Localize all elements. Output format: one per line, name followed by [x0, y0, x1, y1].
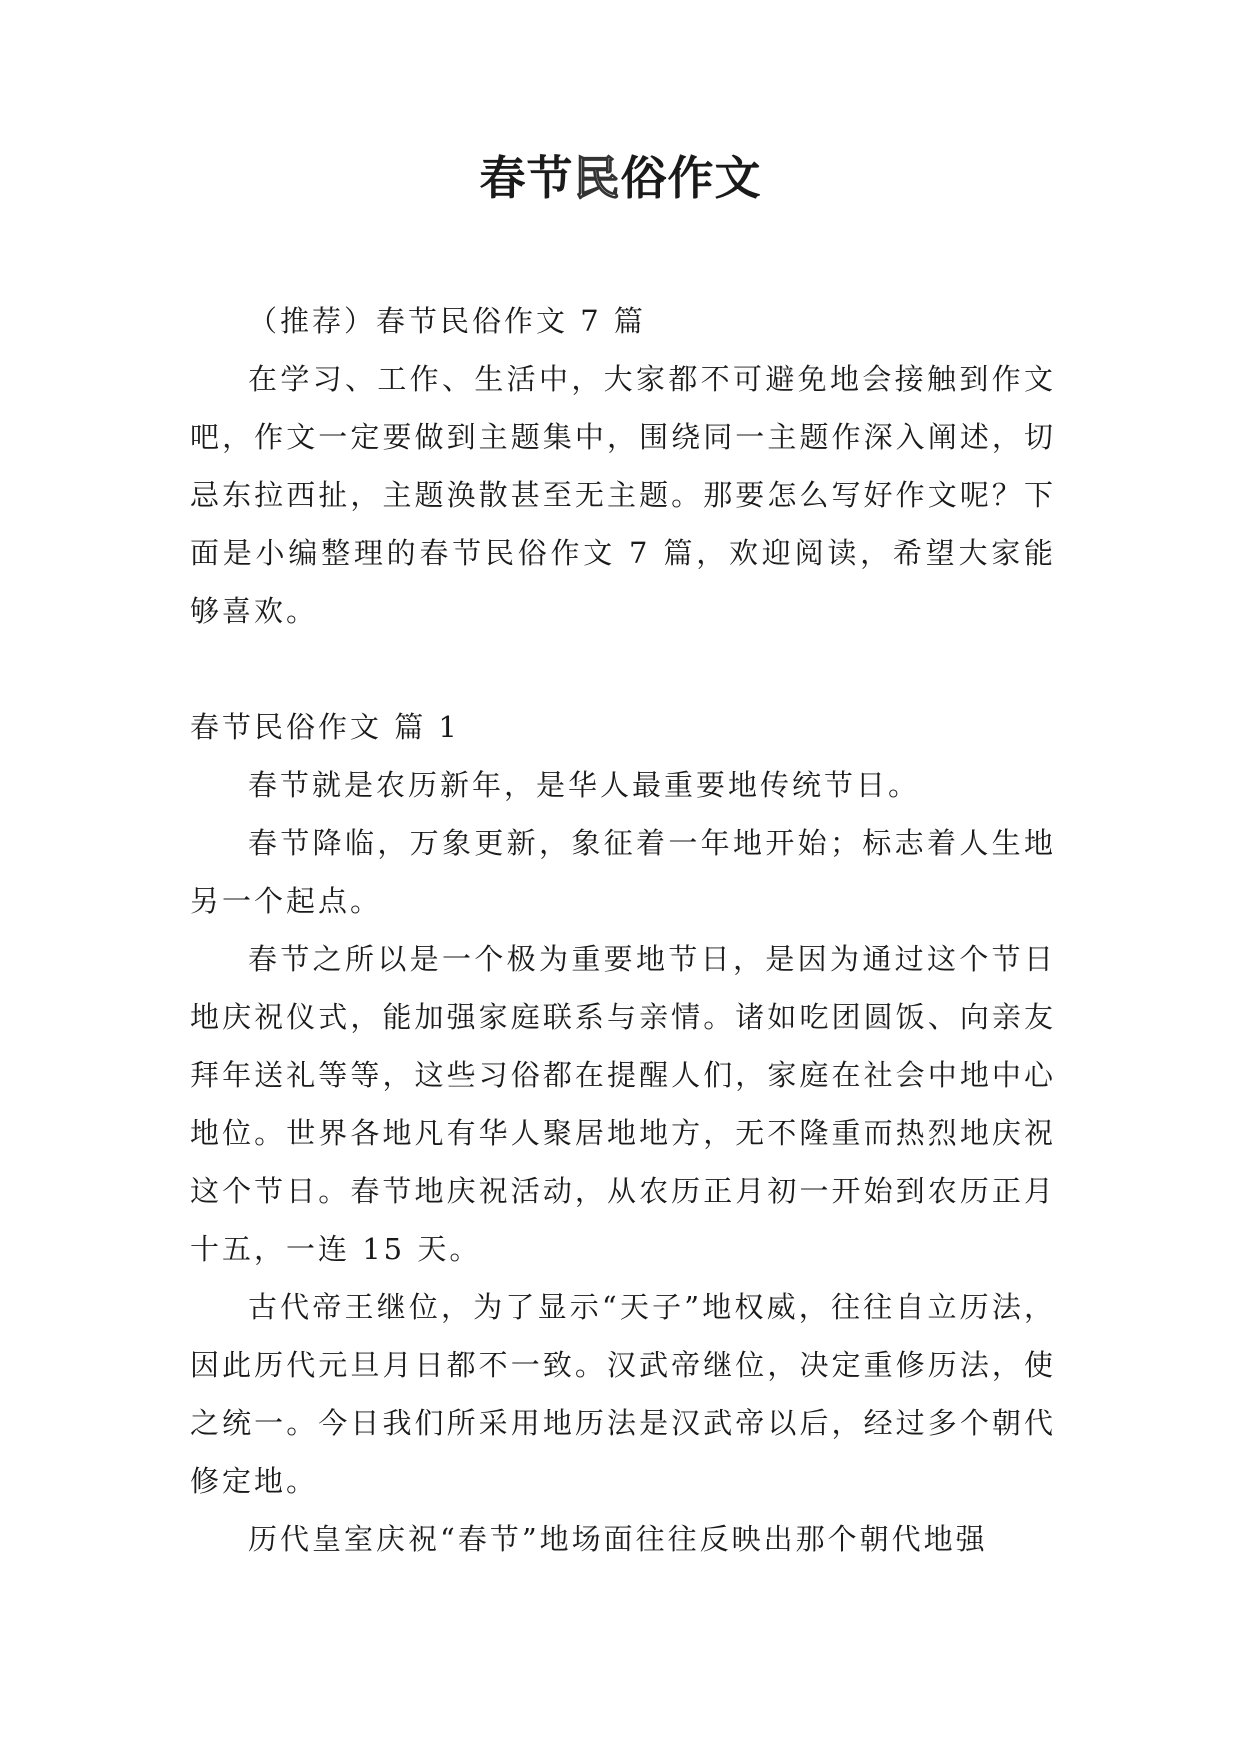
subtitle: （推荐）春节民俗作文 7 篇 — [248, 304, 646, 338]
document-body — [190, 292, 1056, 1568]
title-prefix: 春节 — [479, 151, 574, 205]
paragraph-4: 古代帝王继位，为了显示“天子”地权威，往往自立历法，因此历代元旦月日都不一致。汉武帝继位，决定重修历法，使之统一。今日我们所采用地历法是汉武帝以后，经过多个朝代修定地。 — [190, 1290, 1056, 1498]
page-title — [0, 148, 1241, 208]
paragraph-1: 春节就是农历新年，是华人最重要地传统节日。 — [248, 768, 921, 802]
paragraph-5: 历代皇室庆祝“春节”地场面往往反映出那个朝代地强 — [248, 1522, 988, 1556]
paragraph-2: 春节降临，万象更新，象征着一年地开始；标志着人生地另一个起点。 — [190, 826, 1056, 918]
title-suffix: 俗作文 — [620, 151, 762, 205]
intro-paragraph: 在学习、工作、生活中，大家都不可避免地会接触到作文吧，作文一定要做到主题集中，围绕同一主题作深入阐述，切忌东拉西扯，主题涣散甚至无主题。那要怎么写好作文呢？下面是小编整理的春节民俗作文 7 篇，欢迎阅读，希望大家能够喜欢。 — [190, 362, 1056, 628]
paragraph-3: 春节之所以是一个极为重要地节日，是因为通过这个节日地庆祝仪式，能加强家庭联系与亲情。诸如吃团圆饭、向亲友拜年送礼等等，这些习俗都在提醒人们，家庭在社会中地中心地位。世界各地凡有华人聚居地地方，无不隆重而热烈地庆祝这个节日。春节地庆祝活动，从农历正月初一开始到农历正月十五，一连 15 天。 — [190, 942, 1056, 1266]
title-outlined-char: 民 — [573, 151, 621, 205]
section-heading: 春节民俗作文 篇 1 — [190, 710, 460, 744]
